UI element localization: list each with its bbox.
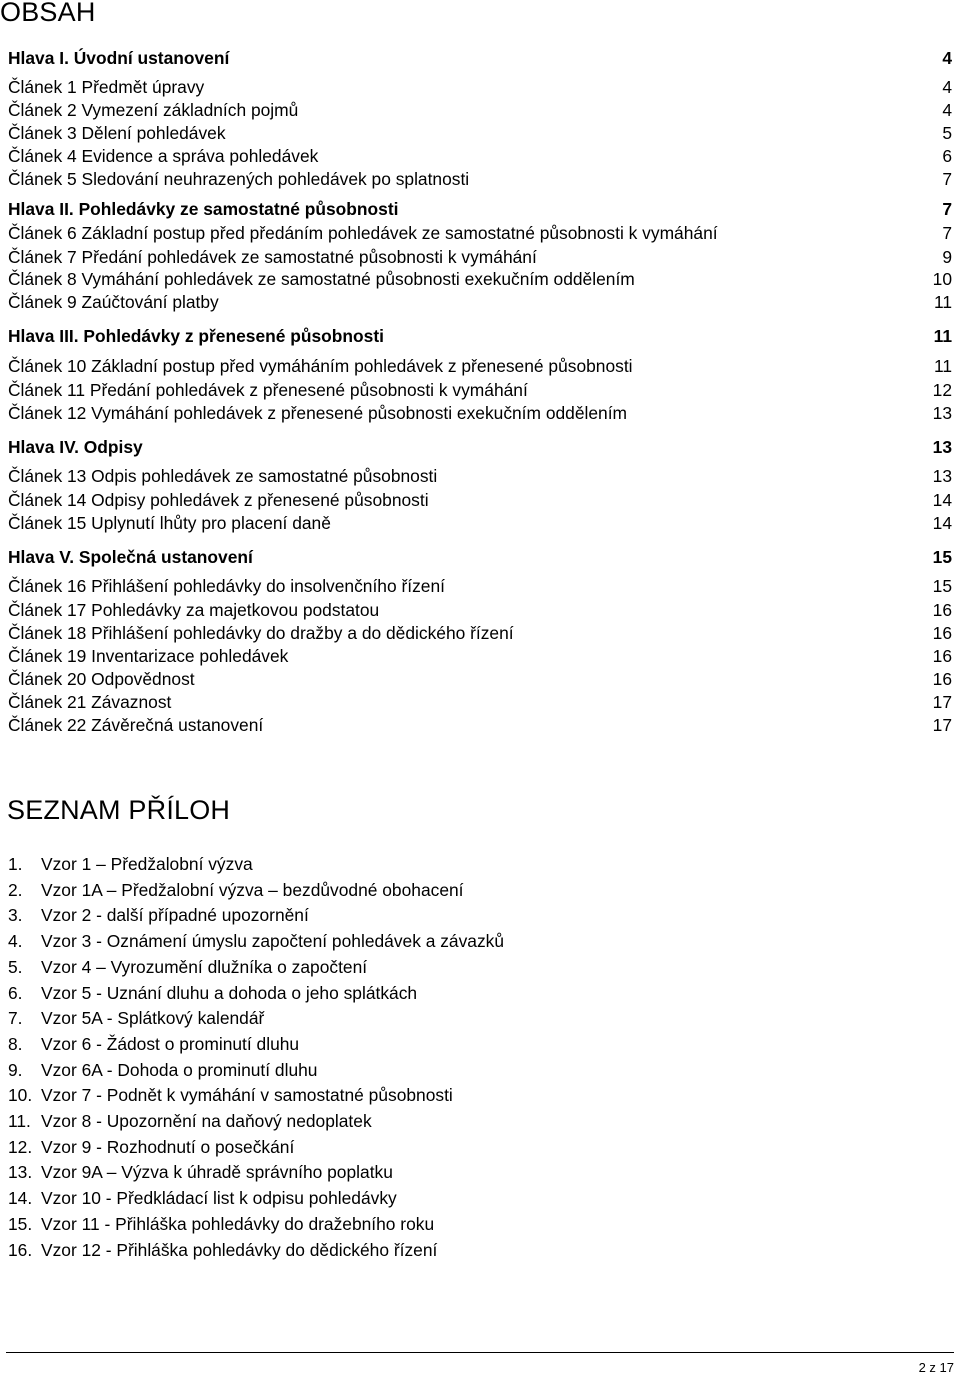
attachment-text: Vzor 11 - Přihláška pohledávky do dražebního roku [41, 1214, 435, 1234]
attachment-text: Vzor 5 - Uznání dluhu a dohoda o jeho splátkách [41, 983, 418, 1003]
toc-entry-page: 11 [933, 326, 952, 346]
toc-entry-page: 15 [932, 576, 952, 596]
toc-article-row[interactable] [8, 599, 952, 621]
toc-entry-label: Článek 15 Uplynutí lhůty pro placení daně [8, 513, 331, 533]
toc-entry-label: Článek 11 Předání pohledávek z přenesené působnosti k vymáhání [8, 380, 528, 400]
attachment-number: 13. [8, 1162, 33, 1182]
attachment-text: Vzor 12 - Přihláška pohledávky do dědického řízení [41, 1240, 438, 1260]
toc-entry-page: 6 [942, 146, 952, 166]
toc-entry-page: 17 [932, 692, 952, 712]
attachment-number: 14. [8, 1188, 33, 1208]
toc-chapter-row[interactable] [8, 436, 952, 458]
toc-entry-page: 7 [942, 169, 952, 189]
attachments-title: SEZNAM PŘÍLOH [7, 795, 231, 825]
toc-entry-page: 7 [942, 199, 952, 219]
toc-article-row[interactable] [8, 76, 952, 98]
toc-entry-page: 5 [942, 123, 952, 143]
attachment-text: Vzor 6 - Žádost o prominutí dluhu [41, 1034, 300, 1054]
toc-article-row[interactable] [8, 714, 952, 736]
toc-article-row[interactable] [8, 122, 952, 144]
toc-article-row[interactable] [8, 668, 952, 690]
attachment-number: 16. [8, 1240, 33, 1260]
toc-entry-label: Hlava III. Pohledávky z přenesené působnosti [8, 326, 384, 346]
toc-entry-label: Článek 6 Základní postup před předáním pohledávek ze samostatné působnosti k vymáhání [8, 223, 718, 243]
attachment-number: 7. [8, 1008, 23, 1028]
toc-entry-label: Článek 7 Předání pohledávek ze samostatné působnosti k vymáhání [8, 247, 537, 267]
toc-chapter-row[interactable] [8, 546, 952, 568]
attachment-text: Vzor 5A - Splátkový kalendář [41, 1008, 265, 1028]
toc-entry-page: 4 [942, 77, 952, 97]
toc-entry-label: Článek 22 Závěrečná ustanovení [8, 715, 264, 735]
toc-entry-page: 14 [932, 513, 952, 533]
toc-entry-label: Článek 8 Vymáhání pohledávek ze samostatné působnosti exekučním oddělením [8, 269, 635, 289]
attachment-text: Vzor 1A – Předžalobní výzva – bezdůvodné obohacení [41, 880, 464, 900]
toc-article-row[interactable] [8, 99, 952, 121]
toc-entry-label: Článek 2 Vymezení základních pojmů [8, 100, 299, 120]
toc-entry-page: 14 [932, 490, 952, 510]
toc-article-row[interactable] [8, 645, 952, 667]
toc-chapter-row[interactable] [8, 325, 952, 347]
toc-entry-label: Článek 17 Pohledávky za majetkovou podstatou [8, 600, 380, 620]
attachment-text: Vzor 2 - další případné upozornění [41, 905, 309, 925]
attachment-number: 3. [8, 905, 23, 925]
toc-article-row[interactable] [8, 246, 952, 268]
toc-entry-page: 7 [942, 223, 952, 243]
footer-page-number: 2 z 17 [918, 1360, 954, 1375]
toc-entry-page: 4 [942, 48, 952, 68]
toc-entry-page: 11 [933, 292, 952, 312]
toc-entry-label: Článek 18 Přihlášení pohledávky do dražby a do dědického řízení [8, 623, 514, 643]
toc-entry-page: 15 [932, 547, 952, 567]
toc-entry-page: 16 [932, 600, 952, 620]
toc-entry-page: 11 [933, 356, 952, 376]
toc-article-row[interactable] [8, 145, 952, 167]
attachment-number: 2. [8, 880, 23, 900]
attachment-text: Vzor 4 – Vyrozumění dlužníka o započtení [41, 957, 368, 977]
toc-entry-page: 16 [932, 623, 952, 643]
attachment-number: 9. [8, 1060, 23, 1080]
toc-article-row[interactable] [8, 575, 952, 597]
toc-article-row[interactable] [8, 355, 952, 377]
toc-entry-page: 16 [932, 669, 952, 689]
toc-article-row[interactable] [8, 489, 952, 511]
attachment-number: 4. [8, 931, 23, 951]
attachment-number: 12. [8, 1137, 33, 1157]
attachment-text: Vzor 10 - Předkládací list k odpisu pohledávky [41, 1188, 397, 1208]
attachment-text: Vzor 1 – Předžalobní výzva [41, 854, 253, 874]
attachment-number: 8. [8, 1034, 23, 1054]
toc-entry-label: Článek 13 Odpis pohledávek ze samostatné působnosti [8, 466, 438, 486]
attachment-number: 5. [8, 957, 23, 977]
toc-article-row[interactable] [8, 465, 952, 487]
attachment-number: 15. [8, 1214, 33, 1234]
toc-entry-label: Článek 12 Vymáhání pohledávek z přenesené působnosti exekučním oddělením [8, 403, 628, 423]
toc-entry-label: Hlava I. Úvodní ustanovení [8, 48, 230, 68]
toc-entry-label: Článek 16 Přihlášení pohledávky do insolvenčního řízení [8, 576, 445, 596]
toc-article-row[interactable] [8, 691, 952, 713]
toc-article-row[interactable] [8, 168, 952, 190]
toc-title: OBSAH [0, 0, 96, 27]
toc-entry-label: Článek 20 Odpovědnost [8, 669, 195, 689]
toc-entry-label: Článek 10 Základní postup před vymáháním pohledávek z přenesené působnosti [8, 356, 633, 376]
attachment-number: 11. [8, 1111, 31, 1131]
toc-entry-page: 9 [942, 247, 952, 267]
toc-entry-label: Článek 19 Inventarizace pohledávek [8, 646, 289, 666]
footer-divider [6, 1352, 954, 1353]
toc-entry-label: Článek 3 Dělení pohledávek [8, 123, 226, 143]
toc-entry-page: 13 [932, 466, 952, 486]
attachment-text: Vzor 9A – Výzva k úhradě správního poplatku [41, 1162, 393, 1182]
toc-article-row[interactable] [8, 402, 952, 424]
toc-article-row[interactable] [8, 512, 952, 534]
attachment-number: 10. [8, 1085, 33, 1105]
toc-chapter-row[interactable] [8, 47, 952, 69]
toc-entry-label: Hlava II. Pohledávky ze samostatné působnosti [8, 199, 399, 219]
attachment-text: Vzor 7 - Podnět k vymáhání v samostatné působnosti [41, 1085, 453, 1105]
toc-entry-page: 4 [942, 100, 952, 120]
toc-entry-page: 13 [932, 437, 952, 457]
toc-entry-label: Článek 1 Předmět úpravy [8, 77, 205, 97]
toc-entry-page: 12 [932, 380, 952, 400]
toc-entry-label: Hlava V. Společná ustanovení [8, 547, 253, 567]
attachment-number: 6. [8, 983, 23, 1003]
toc-entry-page: 10 [932, 269, 952, 289]
toc-entry-label: Článek 9 Zaúčtování platby [8, 292, 219, 312]
toc-entry-label: Článek 21 Závaznost [8, 692, 172, 712]
toc-article-row[interactable] [8, 379, 952, 401]
attachment-text: Vzor 3 - Oznámení úmyslu započtení pohledávek a závazků [41, 931, 505, 951]
toc-article-row[interactable] [8, 291, 952, 313]
toc-entry-label: Článek 5 Sledování neuhrazených pohledávek po splatnosti [8, 169, 470, 189]
toc-entry-label: Článek 14 Odpisy pohledávek z přenesené působnosti [8, 490, 429, 510]
toc-entry-page: 13 [932, 403, 952, 423]
toc-entry-label: Hlava IV. Odpisy [8, 437, 143, 457]
attachment-text: Vzor 8 - Upozornění na daňový nedoplatek [41, 1111, 372, 1131]
toc-entry-page: 17 [932, 715, 952, 735]
toc-article-row[interactable] [8, 222, 952, 244]
toc-chapter-row[interactable] [8, 198, 952, 220]
toc-entry-label: Článek 4 Evidence a správa pohledávek [8, 146, 319, 166]
attachment-text: Vzor 9 - Rozhodnutí o posečkání [41, 1137, 295, 1157]
toc-article-row[interactable] [8, 268, 952, 290]
attachment-number: 1. [8, 854, 23, 874]
toc-article-row[interactable] [8, 622, 952, 644]
attachment-text: Vzor 6A - Dohoda o prominutí dluhu [41, 1060, 318, 1080]
toc-entry-page: 16 [932, 646, 952, 666]
